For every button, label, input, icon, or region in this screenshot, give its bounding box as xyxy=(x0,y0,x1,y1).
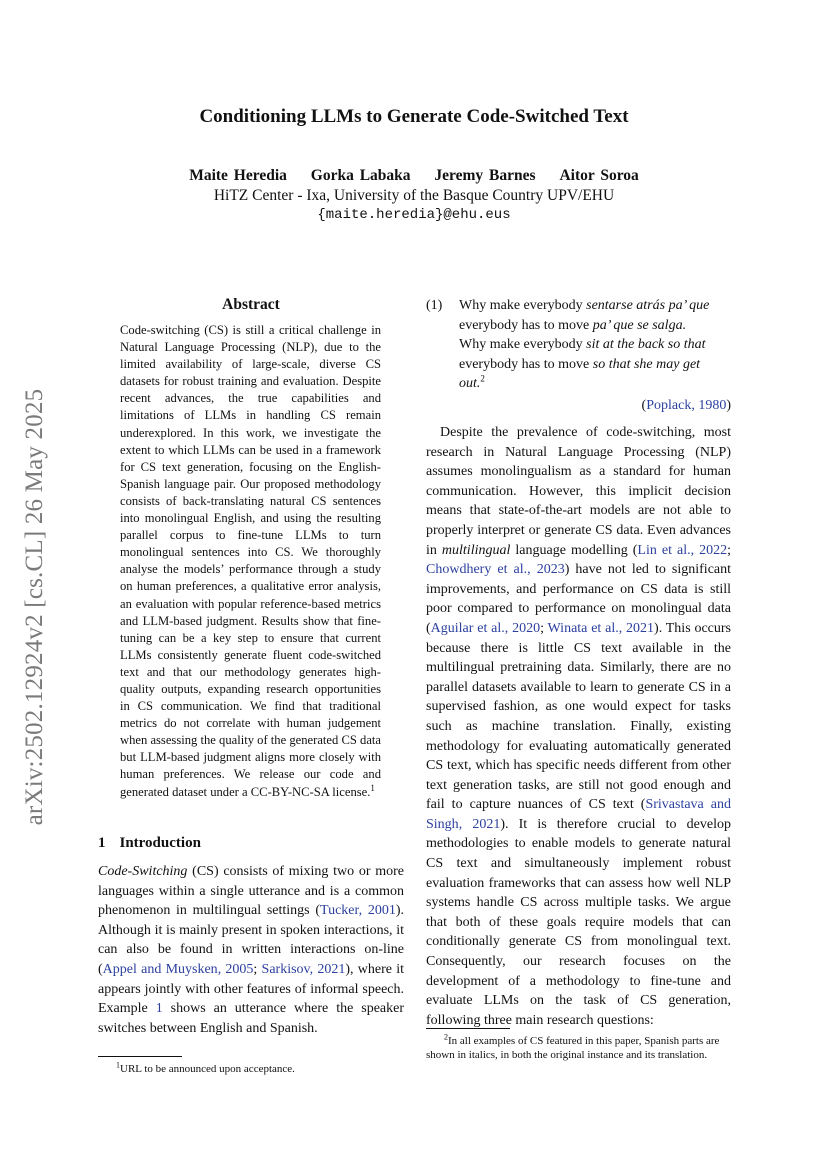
footnote-2 xyxy=(426,1034,731,1062)
intro-term: Code-Switching xyxy=(98,864,188,879)
citation-author: Tucker xyxy=(320,903,359,919)
arxiv-identifier: arXiv:2502.12924v2 [cs.CL] 26 May 2025 xyxy=(21,388,48,826)
footnote-text: URL to be announced upon acceptance. xyxy=(120,1063,295,1075)
citation-year: 2021 xyxy=(472,816,501,832)
citation-year: 2022 xyxy=(699,542,728,558)
footnote-1 xyxy=(116,1062,406,1076)
emphasis: multilingual xyxy=(441,542,511,558)
footnote-rule xyxy=(98,1056,182,1057)
example-translation: sit at the back so that xyxy=(586,337,706,353)
abstract-body: Code-switching (CS) is still a critical challenge in Natural Language Processing (NLP), due to the limited availability of large-scale, diverse CS datasets for robust training and evaluation. Despite recent advances, the true capabilities and limitations of LLMs in handling CS remain underexplored. In this work, we investigate the extent to which LLMs can be used in a framework for CS text generation, focusing on the English-Spanish language pair. Our proposed methodology consists of back-translating natural CS sentences into monolingual English, and using the resulting parallel corpus to fine-tune LLMs to turn monolingual sentences into CS. We thoroughly analyse the models’ performance through a study on human preferences, a qualitative error analysis, an evaluation with popular reference-based metrics and LLM-based judgment. Results show that fine-tuning can be a key step to ensure that current LLMs consistently generate fluent code-switched text and that our methodology generates high-quality outputs, expanding research opportunities in CS communication. We find that traditional metrics do not correlate with human judgement when assessing the quality of the generated CS data but LLM-based judgment aligns more closely with human preferences. We release our code and generated dataset under a CC-BY-NC-SA license. xyxy=(120,323,381,799)
citation-link[interactable]: Poplack, 1980 xyxy=(646,397,727,413)
body-text: ). It is therefore crucial to develop methodologies to enable models to generate natural CS text and simultaneously implement robust evaluation frameworks that can assess how well NLP systems handle CS across multiple tasks. We argue that both of these goals require models that can conditionally generate CS from monolingual text. Consequently, our research focuses on the development of a methodology to fine-tune and evaluate LLMs on the task of CS generation, following three main research questions: xyxy=(426,816,732,1028)
citation-year: 2020 xyxy=(512,620,541,636)
introduction-paragraph: Code-Switching (CS) consists of mixing two or more languages within a single utterance and is a common phenomenon in multilingual settings (Tucker, 2001). Although it is mainly present in spoken interactions, it can also be found in written interactions on-line (Appel and Muysken, 2005; Sarkisov, 2021), where it appears jointly with other features of informal speech. Example 1 shows an utterance where the speaker switches between English and Spanish. xyxy=(98,864,405,1036)
example-block xyxy=(426,296,731,416)
citation-link[interactable]: Lin et al., 2022 xyxy=(637,542,728,558)
citation-author: Srivastava and Singh xyxy=(426,797,731,832)
example-translation: out. xyxy=(459,376,481,392)
contact-email: {maite.heredia}@ehu.eus xyxy=(317,207,511,223)
footnote-text: In all examples of CS featured in this paper, Spanish parts are shown in italics, in both the original instance and its translation. xyxy=(426,1035,720,1061)
citation-year: 2005 xyxy=(225,961,254,977)
example-line: Why make everybody xyxy=(459,298,587,313)
citation-author: Appel and Muysken xyxy=(102,961,218,977)
body-text: ) have not led to significant improvements, and performance on CS data is still poor compared to performance on monolingual data ( xyxy=(426,562,732,636)
footnote-marker: 1 xyxy=(370,782,375,793)
abstract-text xyxy=(120,322,381,801)
citation-author: Lin et al. xyxy=(637,542,691,558)
abstract-heading: Abstract xyxy=(222,296,280,313)
body-text: Despite the prevalence of code-switching, most research in Natural Language Processing (NLP) assumes monolingualism as a standard for human communication. However, this implicit decision means that state-of-the-art models are not able to properly interpret or generate CS data. Even advances in xyxy=(426,425,731,558)
citation-link[interactable]: Appel and Muysken, 2005 xyxy=(102,961,254,977)
footnote-marker: 2 xyxy=(480,373,485,384)
citation-year: 2021 xyxy=(317,961,346,977)
citation-author: Winata et al. xyxy=(547,620,619,636)
citation-link[interactable]: Srivastava and Singh, 2021 xyxy=(426,797,731,832)
citation-year: 2021 xyxy=(626,620,655,636)
introduction-paragraph-2: Despite the prevalence of code-switching, most research in Natural Language Processing (NLP) assumes monolingualism as a standard for human communication. However, this implicit decision means that state-of-the-art models are not able to properly interpret or generate CS data. Even advances in multilingual language modelling (Lin et al., 2022; Chowdhery et al., 2023) have not led to significant improvements, and performance on CS data is still poor compared to performance on monolingual data (Aguilar et al., 2020; Winata et al., 2021). This occurs because there is little CS text available in the multilingual pretraining data. Similarly, there are no parallel datasets available to learn to generate CS in a supervised fashion, as one would expect for tasks such as machine translation. Finally, existing methodology for evaluating automatically generated CS text, which has specific needs different from other text generation tasks, are still not good enough and fail to capture nuances of CS text (Srivastava and Singh, 2021). It is therefore crucial to develop methodologies to enable models to generate natural CS text and simultaneously implement robust evaluation frameworks that can assess how well NLP systems handle CS across multiple tasks. We argue that both of these goals require models that can conditionally generate CS from monolingual text. Consequently, our research focuses on the development of a methodology to fine-tune and evaluate LLMs on the task of CS generation, following three main research questions: xyxy=(426,425,732,1028)
affiliation: HiTZ Center - Ixa, University of the Basque Country UPV/EHU xyxy=(213,187,615,204)
intro-text: ). Although it is mainly present in spoken interactions, it can also be found in written interactions on-line ( xyxy=(98,903,405,977)
author: Jeremy Barnes xyxy=(434,167,536,184)
intro-text: (CS) consists of mixing two or more languages within a single utterance and is a common phenomenon in multilingual settings ( xyxy=(98,864,404,919)
author-list xyxy=(0,167,828,185)
example-spanish: sentarse atrás pa’ que xyxy=(586,298,710,313)
citation-link[interactable]: Winata et al., 2021 xyxy=(547,620,655,636)
example-line: everybody has to move xyxy=(459,356,593,372)
example-body: Why make everybody sentarse atrás pa’ que everybody has to move pa’ que se salga. Why make everybody sit at the back so that everybody has to move so that she may get out.$^2$ (Poplack, 1980) xyxy=(459,298,731,413)
section-number: 1 xyxy=(98,835,106,851)
citation-year: 2001 xyxy=(367,903,396,919)
example-number: (1) xyxy=(426,298,443,313)
example-spanish: pa’ que se salga. xyxy=(592,317,687,333)
example-ref-link[interactable]: 1 xyxy=(155,1001,163,1017)
example-line: everybody has to move xyxy=(459,317,593,333)
citation-link[interactable]: Tucker, 2001 xyxy=(320,903,396,919)
citation-year: 2023 xyxy=(536,562,565,578)
citation-author: Chowdhery et al. xyxy=(426,562,528,578)
footnote-marker: 2 xyxy=(444,1032,448,1042)
intro-text: ), where it appears jointly with other features of informal speech. Example xyxy=(98,961,404,1017)
section-title: Introduction xyxy=(119,835,201,851)
citation-author: Sarkisov xyxy=(261,961,310,977)
citation-author: Aguilar et al. xyxy=(430,620,505,636)
body-text: ). This occurs because there is little CS text available in the multilingual pretraining data. Similarly, there are no parallel datasets available to learn to generate CS in a supervised fashion, as one would expect for tasks such as machine translation. Finally, existing methodology for evaluating automatically generated CS text, which has specific needs different from other text generation tasks, are still not good enough and fail to capture nuances of CS text ( xyxy=(426,620,731,813)
author: Maite Heredia xyxy=(189,167,287,184)
author: Aitor Soroa xyxy=(559,167,639,184)
footnote-marker: 1 xyxy=(116,1060,120,1070)
example-translation: so that she may get xyxy=(592,356,701,372)
paper-title: Conditioning LLMs to Generate Code-Switched Text xyxy=(199,106,629,127)
citation-link[interactable]: Chowdhery et al., 2023 xyxy=(426,562,565,578)
body-text: language modelling ( xyxy=(510,542,638,558)
citation-link[interactable]: Aguilar et al., 2020 xyxy=(430,620,541,636)
intro-text: shows an utterance where the speaker switches between English and Spanish. xyxy=(98,1001,404,1036)
footnote-rule xyxy=(426,1028,510,1029)
section-heading-introduction xyxy=(98,835,201,852)
example-line: Why make everybody xyxy=(459,337,587,353)
citation-link[interactable]: Sarkisov, 2021 xyxy=(261,961,346,977)
arxiv-side-stamp xyxy=(20,357,50,857)
author: Gorka Labaka xyxy=(310,167,411,184)
